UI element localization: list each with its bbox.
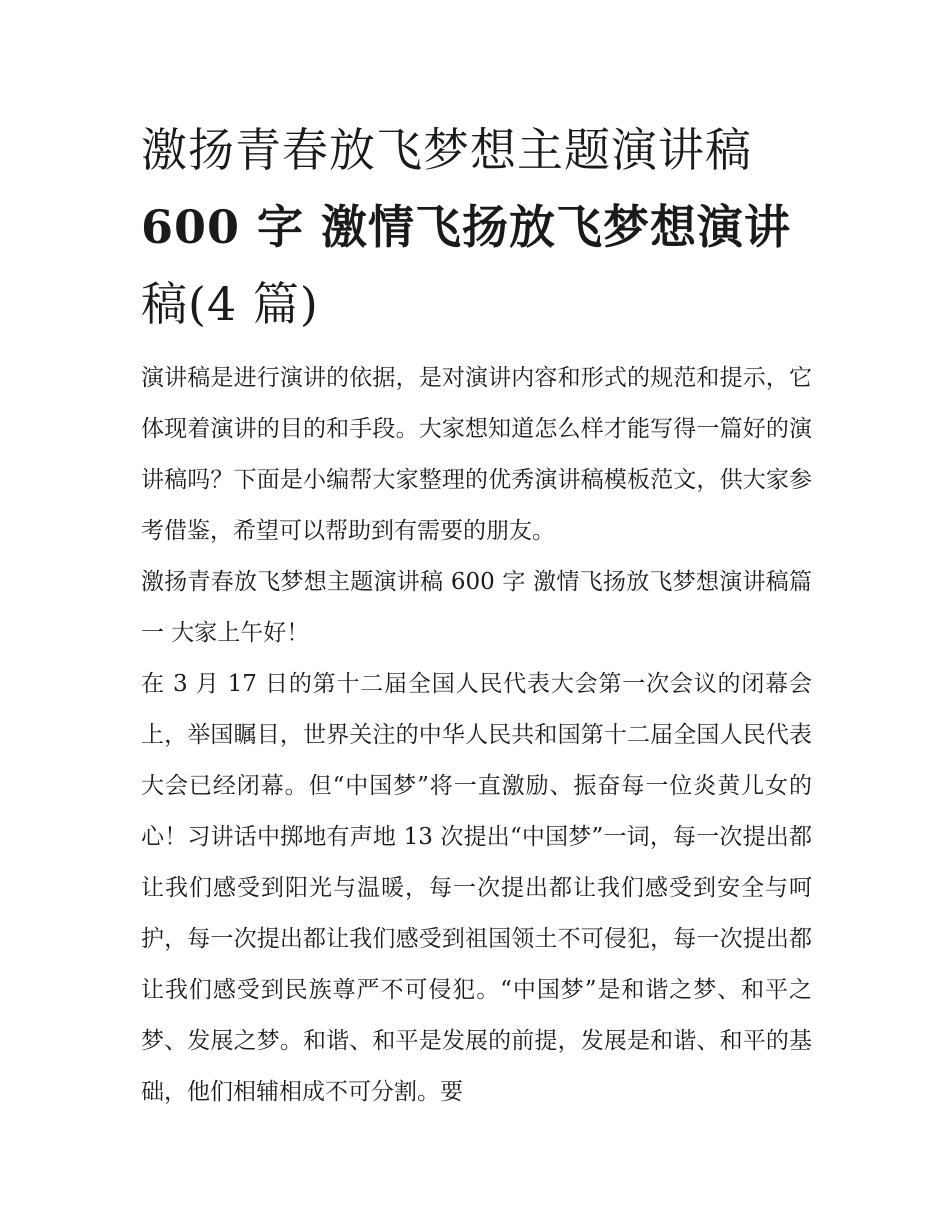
body-paragraph: 在 3 月 17 日的第十二届全国人民代表大会第一次会议的闭幕会上，举国瞩目，世界关注的中华人民共和国第十二届全国人民代表大会已经闭幕。但“中国梦”将一直激励、振奋每一位炎黄儿女的心！习讲话中掷地有声地 13 次提出“中国梦”一词，每一次提出都让我们感受到阳光与温暖，每一次提出都让我们感受到安全与呵护，每一次提出都让我们感受到祖国领土不可侵犯，每一次提出都让我们感受到民族尊严不可侵犯。“中国梦”是和谐之梦、和平之梦、发展之梦。和谐、和平是发展的前提，发展是和谐、和平的基础，他们相辅相成不可分割。要 xyxy=(141,671,812,1105)
document-title xyxy=(141,112,812,343)
intro-paragraph: 演讲稿是进行演讲的依据，是对演讲内容和形式的规范和提示，它体现着演讲的目的和手段。大家想知道怎么样才能写得一篇好的演讲稿吗？下面是小编帮大家整理的优秀演讲稿模板范文，供大家参考借鉴，希望可以帮助到有需要的朋友。 xyxy=(141,365,812,544)
title-line-1: 激扬青春放飞梦想主题演讲稿 xyxy=(141,123,752,177)
section-heading-paragraph: 激扬青春放飞梦想主题演讲稿 600 字 激情飞扬放飞梦想演讲稿篇一 大家上午好！ xyxy=(141,569,812,646)
document-body xyxy=(141,353,812,1118)
title-line-3: 稿(4 篇) xyxy=(141,277,319,331)
title-line-2: 600 字 激情飞扬放飞梦想演讲 xyxy=(141,200,792,254)
